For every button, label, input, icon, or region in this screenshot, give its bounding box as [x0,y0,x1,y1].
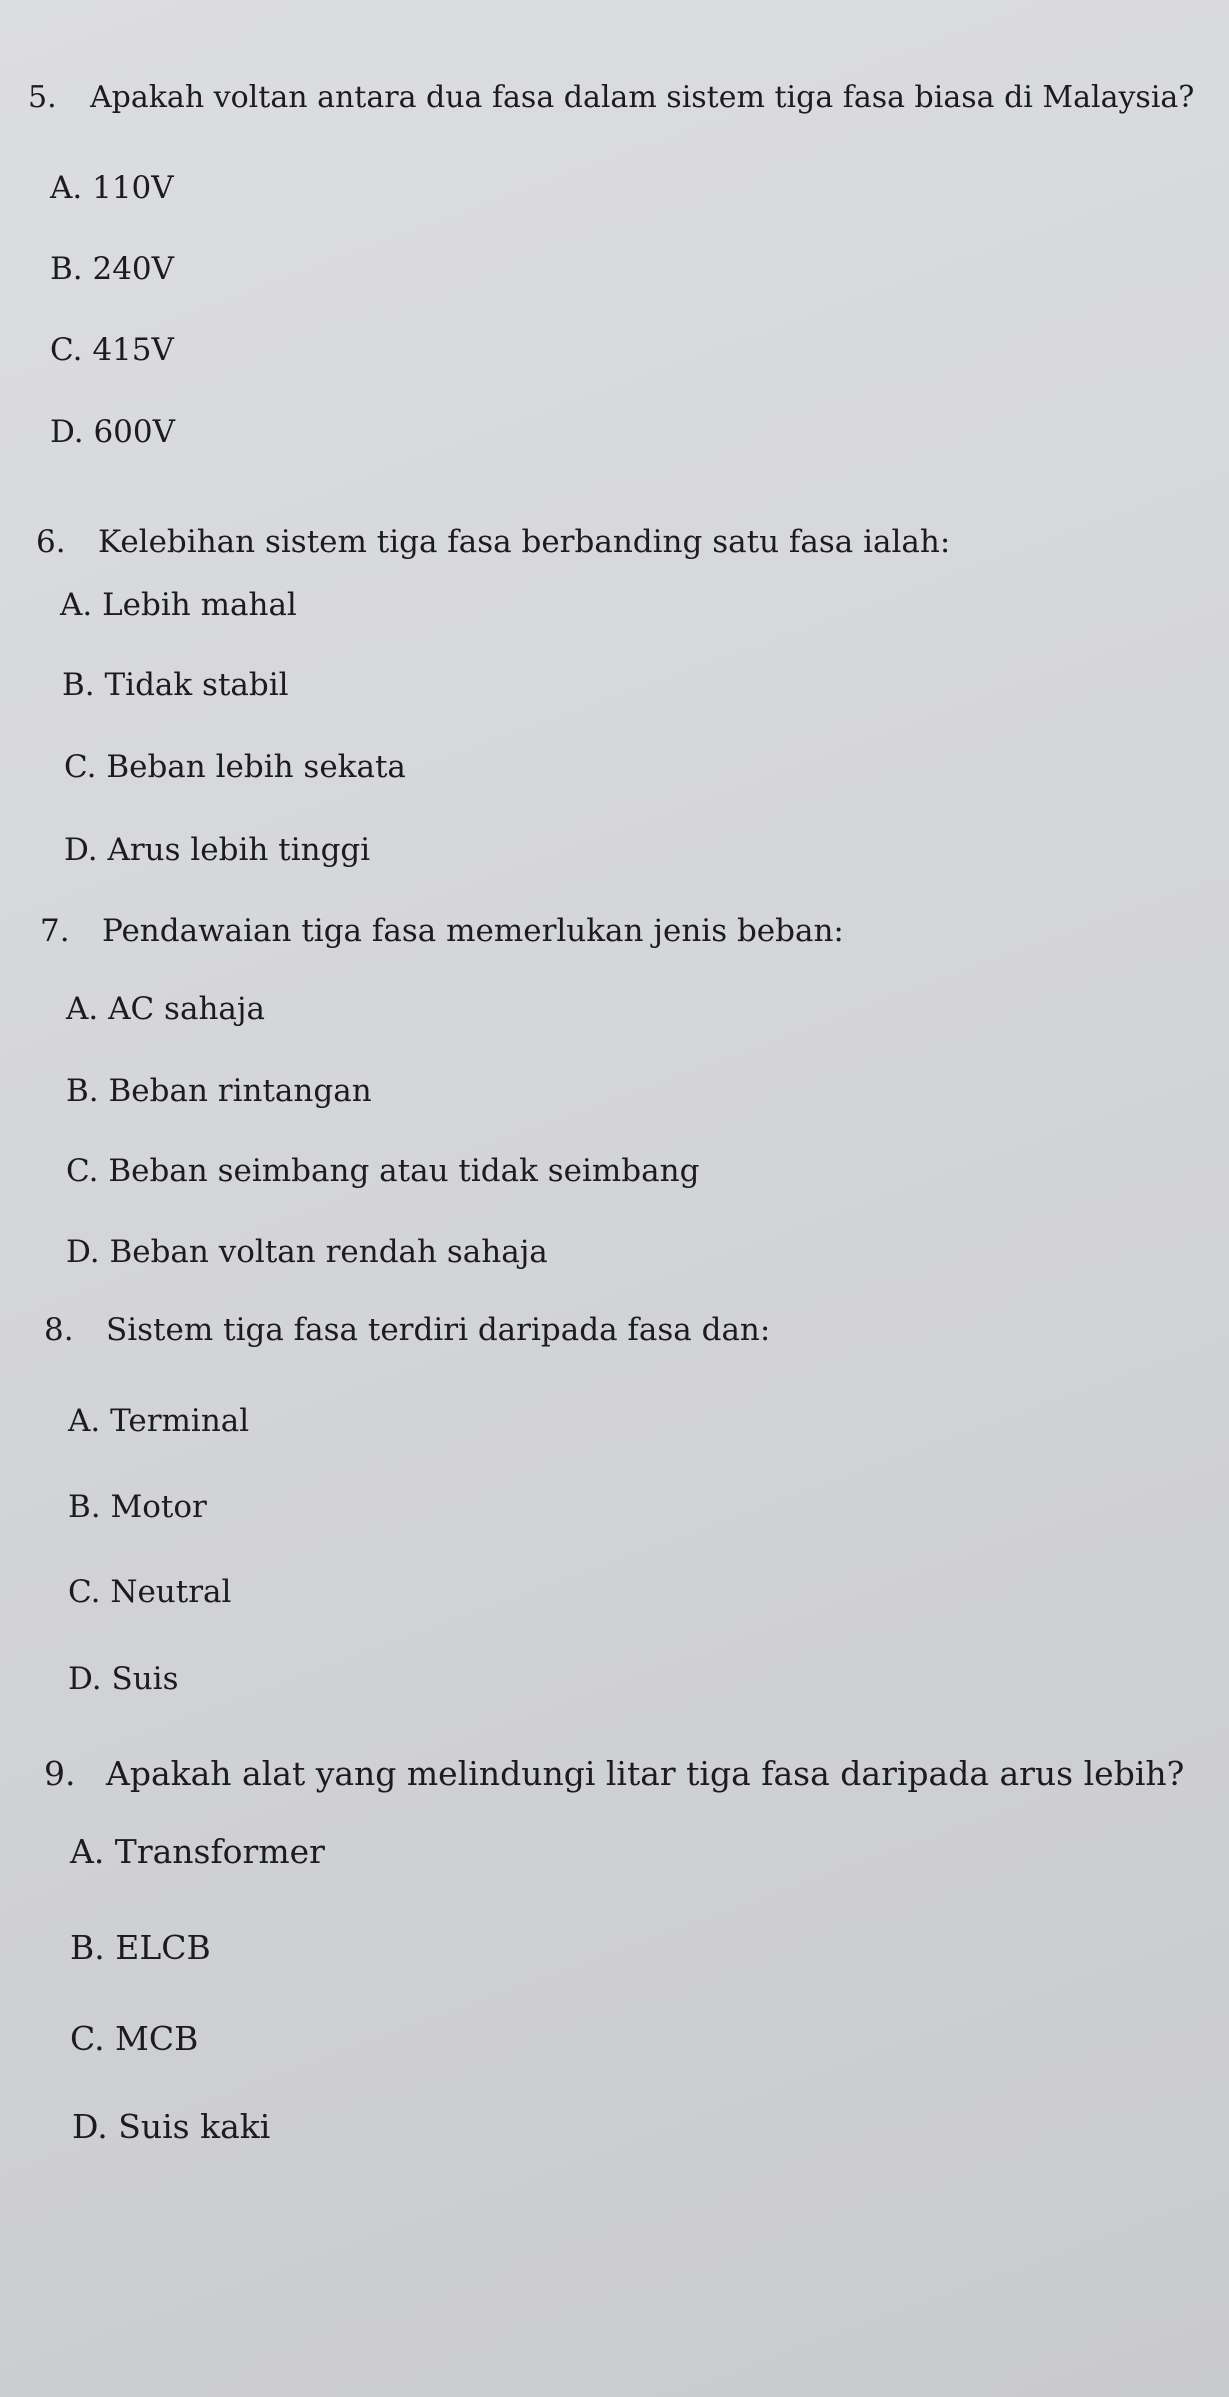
question-text: Sistem tiga fasa terdiri daripada fasa dan: [106,1312,771,1348]
option-6b: B. Tidak stabil [62,667,289,703]
option-9d: D. Suis kaki [72,2107,271,2146]
question-5 [28,80,1194,116]
question-number: 7. [40,913,70,949]
question-number: 9. [44,1754,76,1793]
question-8 [44,1312,770,1348]
option-7c: C. Beban seimbang atau tidak seimbang [66,1153,700,1189]
option-5c: C. 415V [50,332,174,368]
option-9c: C. MCB [70,2019,199,2058]
question-9 [44,1756,1184,1792]
option-5d: D. 600V [50,414,176,450]
question-number: 6. [36,524,66,560]
option-9a: A. Transformer [70,1832,325,1871]
option-7b: B. Beban rintangan [66,1073,372,1109]
option-6a: A. Lebih mahal [60,587,297,623]
option-7a: A. AC sahaja [66,991,265,1027]
question-text: Apakah voltan antara dua fasa dalam sistem tiga fasa biasa di Malaysia? [90,80,1195,115]
question-text: Apakah alat yang melindungi litar tiga fasa daripada arus lebih? [106,1754,1185,1793]
option-6c: C. Beban lebih sekata [64,749,406,785]
option-5b: B. 240V [50,251,175,287]
option-7d: D. Beban voltan rendah sahaja [66,1234,548,1270]
option-8d: D. Suis [68,1661,179,1697]
question-text: Kelebihan sistem tiga fasa berbanding satu fasa ialah: [98,524,951,560]
option-8c: C. Neutral [68,1574,232,1610]
option-5a: A. 110V [50,170,174,206]
option-8b: B. Motor [68,1489,207,1525]
option-6d: D. Arus lebih tinggi [64,832,371,868]
question-text: Pendawaian tiga fasa memerlukan jenis beban: [102,913,844,949]
question-number: 5. [28,80,57,115]
option-9b: B. ELCB [70,1928,211,1967]
option-8a: A. Terminal [68,1403,250,1439]
question-6 [36,524,950,560]
question-number: 8. [44,1312,74,1348]
question-7 [40,913,844,949]
